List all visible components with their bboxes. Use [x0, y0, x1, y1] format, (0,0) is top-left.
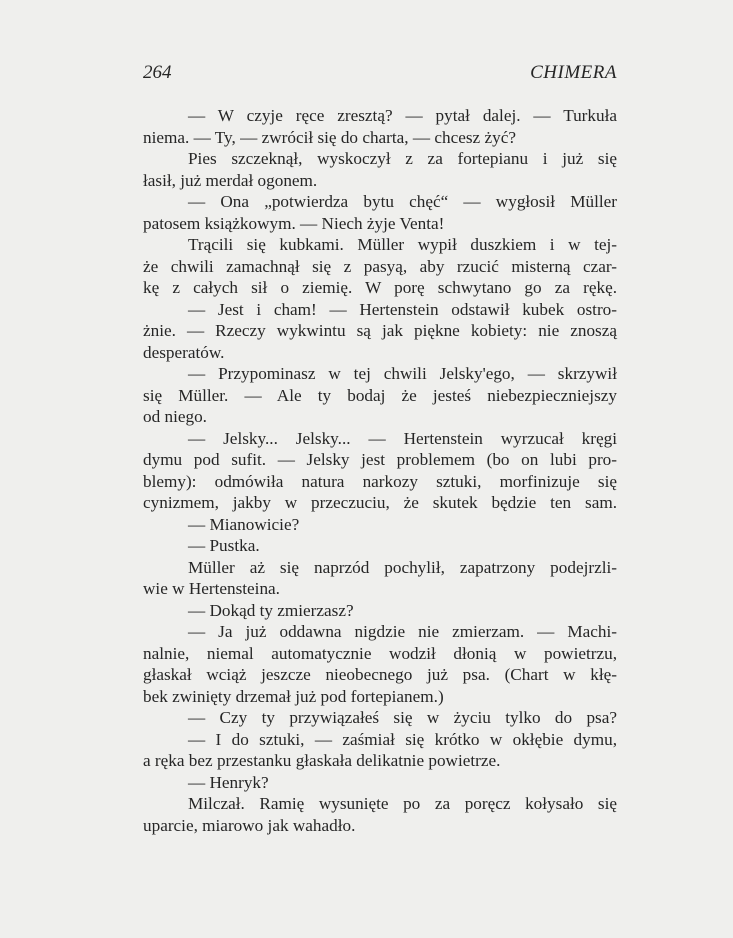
- text-line: łasił, już merdał ogonem.: [143, 170, 318, 190]
- text-line: — Mianowicie?: [188, 514, 300, 534]
- text-line: nalnie, niemal automatycznie wodził dłonią w powietrzu,: [143, 643, 617, 663]
- text-line: głaskał wciąż jeszcze nieobecnego już psa. (Chart w kłę-: [143, 665, 617, 684]
- text-line: — W czyje ręce zresztą? — pytał dalej. — Turkuła: [188, 106, 617, 125]
- text-line: Pies szczeknął, wyskoczył z za fortepianu i już się: [188, 149, 617, 168]
- text-line: patosem książkowym. — Niech żyje Venta!: [143, 213, 445, 233]
- text-line: uparcie, miarowo jak wahadło.: [143, 815, 356, 835]
- body-text: [143, 105, 617, 836]
- page-header: [143, 62, 617, 88]
- running-title: CHIMERA: [530, 62, 617, 83]
- text-line: blemy): odmówiła natura narkozy sztuki, morfinizuje się: [143, 471, 617, 491]
- text-line: bek zwinięty drzemał już pod fortepianem.): [143, 686, 444, 706]
- text-line: się Müller. — Ale ty bodaj że jesteś niebezpieczniejszy: [143, 385, 617, 405]
- text-line: — Dokąd ty zmierzasz?: [188, 600, 354, 620]
- text-line: — Czy ty przywiązałeś się w życiu tylko do psa?: [188, 708, 617, 727]
- text-line: desperatów.: [143, 342, 225, 362]
- text-line: dymu pod sufit. — Jelsky jest problemem (bo on lubi pro-: [143, 450, 617, 469]
- text-line: — Pustka.: [188, 536, 260, 555]
- text-line: Müller aż się naprzód pochylił, zapatrzony podejrzli-: [188, 557, 617, 577]
- text-line: żnie. — Rzeczy wykwintu są jak piękne kobiety: nie znoszą: [143, 321, 617, 340]
- text-line: że chwili zamachnął się z pasyą, aby rzucić misterną czar-: [143, 256, 617, 276]
- text-line: — Ona „potwierdza bytu chęć“ — wygłosił Müller: [188, 192, 617, 211]
- text-line: kę z całych sił o ziemię. W porę schwytano go za rękę.: [143, 278, 617, 297]
- text-line: — Ja już oddawna nigdzie nie zmierzam. — Machi-: [188, 622, 617, 641]
- text-line: — Henryk?: [188, 772, 269, 792]
- text-line: cynizmem, jakby w przeczuciu, że skutek będzie ten sam.: [143, 493, 617, 512]
- text-line: — Przypominasz w tej chwili Jelsky'ego, — skrzywił: [188, 364, 617, 383]
- text-line: — Jelsky... Jelsky... — Hertenstein wyrzucał kręgi: [188, 428, 617, 448]
- text-line: Trącili się kubkami. Müller wypił duszkiem i w tej-: [188, 235, 617, 254]
- text-line: niema. — Ty, — zwrócił się do charta, — chcesz żyć?: [143, 127, 516, 147]
- text-line: a ręka bez przestanku głaskała delikatnie powietrze.: [143, 751, 501, 770]
- text-line: — Jest i cham! — Hertenstein odstawił kubek ostro-: [188, 299, 617, 319]
- text-line: — I do sztuki, — zaśmiał się krótko w okłębie dymu,: [188, 729, 617, 749]
- text-line: wie w Hertensteina.: [143, 579, 280, 598]
- page-number: 264: [143, 62, 172, 83]
- text-line: od niego.: [143, 407, 207, 426]
- text-line: Milczał. Ramię wysunięte po za poręcz kołysało się: [188, 794, 617, 813]
